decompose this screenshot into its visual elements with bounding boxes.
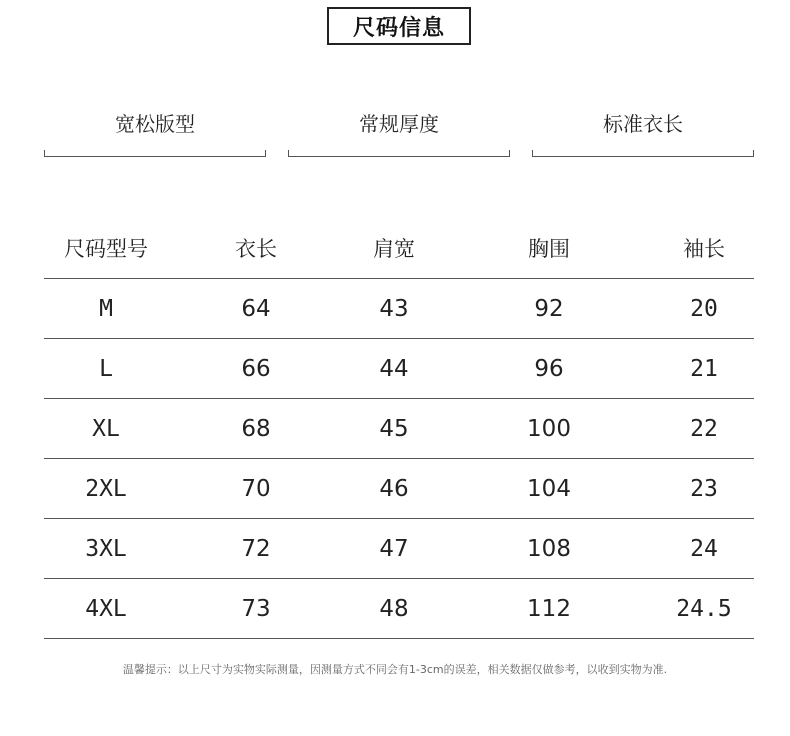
- cell-size: 3XL: [44, 519, 168, 579]
- table-row: [44, 339, 754, 399]
- cell-shoulder: 44: [344, 339, 444, 399]
- cell-sleeve: 21: [654, 339, 754, 399]
- table-header-row: [44, 218, 754, 279]
- cell-chest: 108: [444, 519, 654, 579]
- cell-sleeve: 24: [654, 519, 754, 579]
- cell-length: 73: [168, 579, 344, 639]
- cell-sleeve: 24.5: [654, 579, 754, 639]
- cell-chest: 100: [444, 399, 654, 459]
- cell-chest: 112: [444, 579, 654, 639]
- cell-size: L: [44, 339, 168, 399]
- cell-size: 4XL: [44, 579, 168, 639]
- cell-length: 70: [168, 459, 344, 519]
- header-sleeve: 袖长: [654, 218, 754, 279]
- table-row: [44, 459, 754, 519]
- table-row: [44, 519, 754, 579]
- cell-sleeve: 23: [654, 459, 754, 519]
- size-table: [44, 218, 754, 639]
- cell-sleeve: 20: [654, 279, 754, 339]
- cell-chest: 96: [444, 339, 654, 399]
- feature-label: 标准衣长: [603, 112, 683, 136]
- header-chest: 胸围: [444, 218, 654, 279]
- table-row: [44, 399, 754, 459]
- feature-bracket: [532, 150, 754, 157]
- cell-shoulder: 46: [344, 459, 444, 519]
- cell-size: 2XL: [44, 459, 168, 519]
- header-shoulder: 肩宽: [344, 218, 444, 279]
- feature-label: 宽松版型: [115, 112, 195, 136]
- feature-length: [532, 108, 754, 157]
- feature-thickness: [288, 108, 510, 157]
- cell-shoulder: 45: [344, 399, 444, 459]
- feature-fit: [44, 108, 266, 157]
- cell-chest: 104: [444, 459, 654, 519]
- cell-shoulder: 48: [344, 579, 444, 639]
- header-length: 衣长: [168, 218, 344, 279]
- cell-shoulder: 47: [344, 519, 444, 579]
- feature-bracket: [288, 150, 510, 157]
- feature-label: 常规厚度: [359, 112, 439, 136]
- cell-length: 64: [168, 279, 344, 339]
- cell-size: XL: [44, 399, 168, 459]
- disclaimer-note: 温馨提示：以上尺寸为实物实际测量，因测量方式不同会有1-3cm的误差，相关数据仅做参考，以收到实物为准.: [122, 663, 668, 676]
- cell-length: 68: [168, 399, 344, 459]
- table-row: [44, 279, 754, 339]
- feature-bracket: [44, 150, 266, 157]
- cell-chest: 92: [444, 279, 654, 339]
- page-title: 尺码信息: [327, 7, 471, 45]
- cell-size: M: [44, 279, 168, 339]
- table-row: [44, 579, 754, 639]
- cell-sleeve: 22: [654, 399, 754, 459]
- cell-shoulder: 43: [344, 279, 444, 339]
- cell-length: 66: [168, 339, 344, 399]
- cell-length: 72: [168, 519, 344, 579]
- header-size: 尺码型号: [44, 218, 168, 279]
